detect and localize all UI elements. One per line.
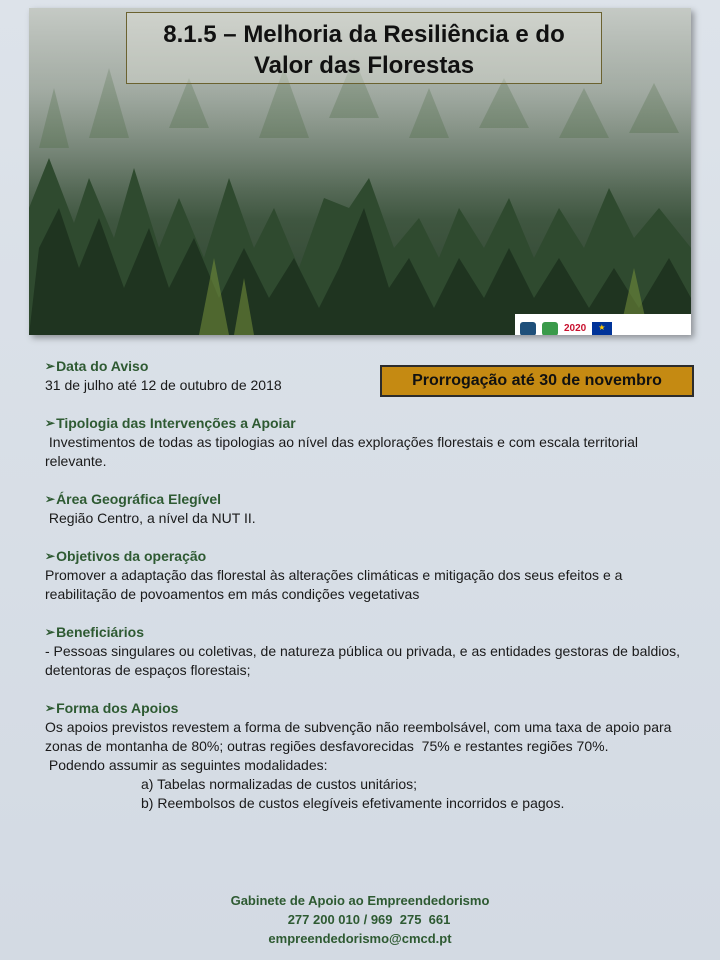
page-title (126, 12, 602, 84)
section-date (45, 357, 690, 395)
section-heading: Beneficiários (56, 624, 144, 640)
contact-footer (0, 891, 720, 948)
section-heading: Tipologia das Intervenções a Apoiar (56, 415, 296, 431)
extension-badge: Prorrogação até 30 de novembro (380, 365, 694, 397)
title-line-2: Valor das Florestas (253, 52, 475, 79)
footer-email[interactable]: empreendedorismo@cmcd.pt (268, 931, 452, 946)
footer-org: Gabinete de Apoio ao Empreendedorismo (230, 893, 490, 908)
arrow-bullet-icon: ➢ (45, 625, 56, 639)
section-area (45, 490, 690, 528)
arrow-bullet-icon: ➢ (45, 359, 56, 373)
section-text: Promover a adaptação das florestal às alterações climáticas e mitigação dos seus efeitos e a reabilitação de povoamentos em más condições vegetativas (45, 567, 627, 602)
section-text: - Pessoas singulares ou coletivas, de natureza pública ou privada, e as entidades gestoras de baldios, detentoras de espaços florestais; (45, 643, 684, 678)
section-heading: Data do Aviso (56, 358, 149, 374)
section-typology (45, 414, 690, 471)
arrow-bullet-icon: ➢ (45, 492, 56, 506)
section-heading: Área Geográfica Elegível (56, 491, 222, 507)
list-item: b) Reembolsos de custos elegíveis efetivamente incorridos e pagos. (141, 795, 565, 811)
section-text: Podendo assumir as seguintes modalidades: (45, 757, 328, 773)
funding-logos-strip (515, 314, 691, 335)
title-line-1: 8.1.5 – Melhoria da Resiliência e do (163, 21, 565, 48)
section-heading: Objetivos da operação (56, 548, 207, 564)
section-objectives (45, 547, 690, 604)
portugal2020-logo-icon: 2020 (564, 323, 587, 334)
arrow-bullet-icon: ➢ (45, 549, 56, 563)
section-text: Os apoios previstos revestem a forma de subvenção não reembolsável, com uma taxa de apoio para zonas de montanha de 80%; outras regiões desfavorecidas 75% e restantes regiões 70%. (45, 719, 676, 754)
arrow-bullet-icon: ➢ (45, 701, 56, 715)
notice-content (45, 357, 690, 832)
cim-logo-icon (520, 322, 536, 336)
arrow-bullet-icon: ➢ (45, 416, 56, 430)
section-heading: Forma dos Apoios (56, 700, 179, 716)
eu-flag-icon (592, 322, 612, 336)
section-beneficiaries (45, 623, 690, 680)
section-text: Região Centro, a nível da NUT II. (45, 510, 256, 526)
section-support (45, 699, 690, 813)
section-text: 31 de julho até 12 de outubro de 2018 (45, 377, 282, 393)
section-text: Investimentos de todas as tipologias ao nível das explorações florestais e com escala territorial relevante. (45, 434, 642, 469)
pdr2020-logo-icon (542, 322, 558, 336)
footer-phone: 277 200 010 / 969 275 661 (269, 912, 451, 927)
list-item: a) Tabelas normalizadas de custos unitários; (141, 776, 418, 792)
